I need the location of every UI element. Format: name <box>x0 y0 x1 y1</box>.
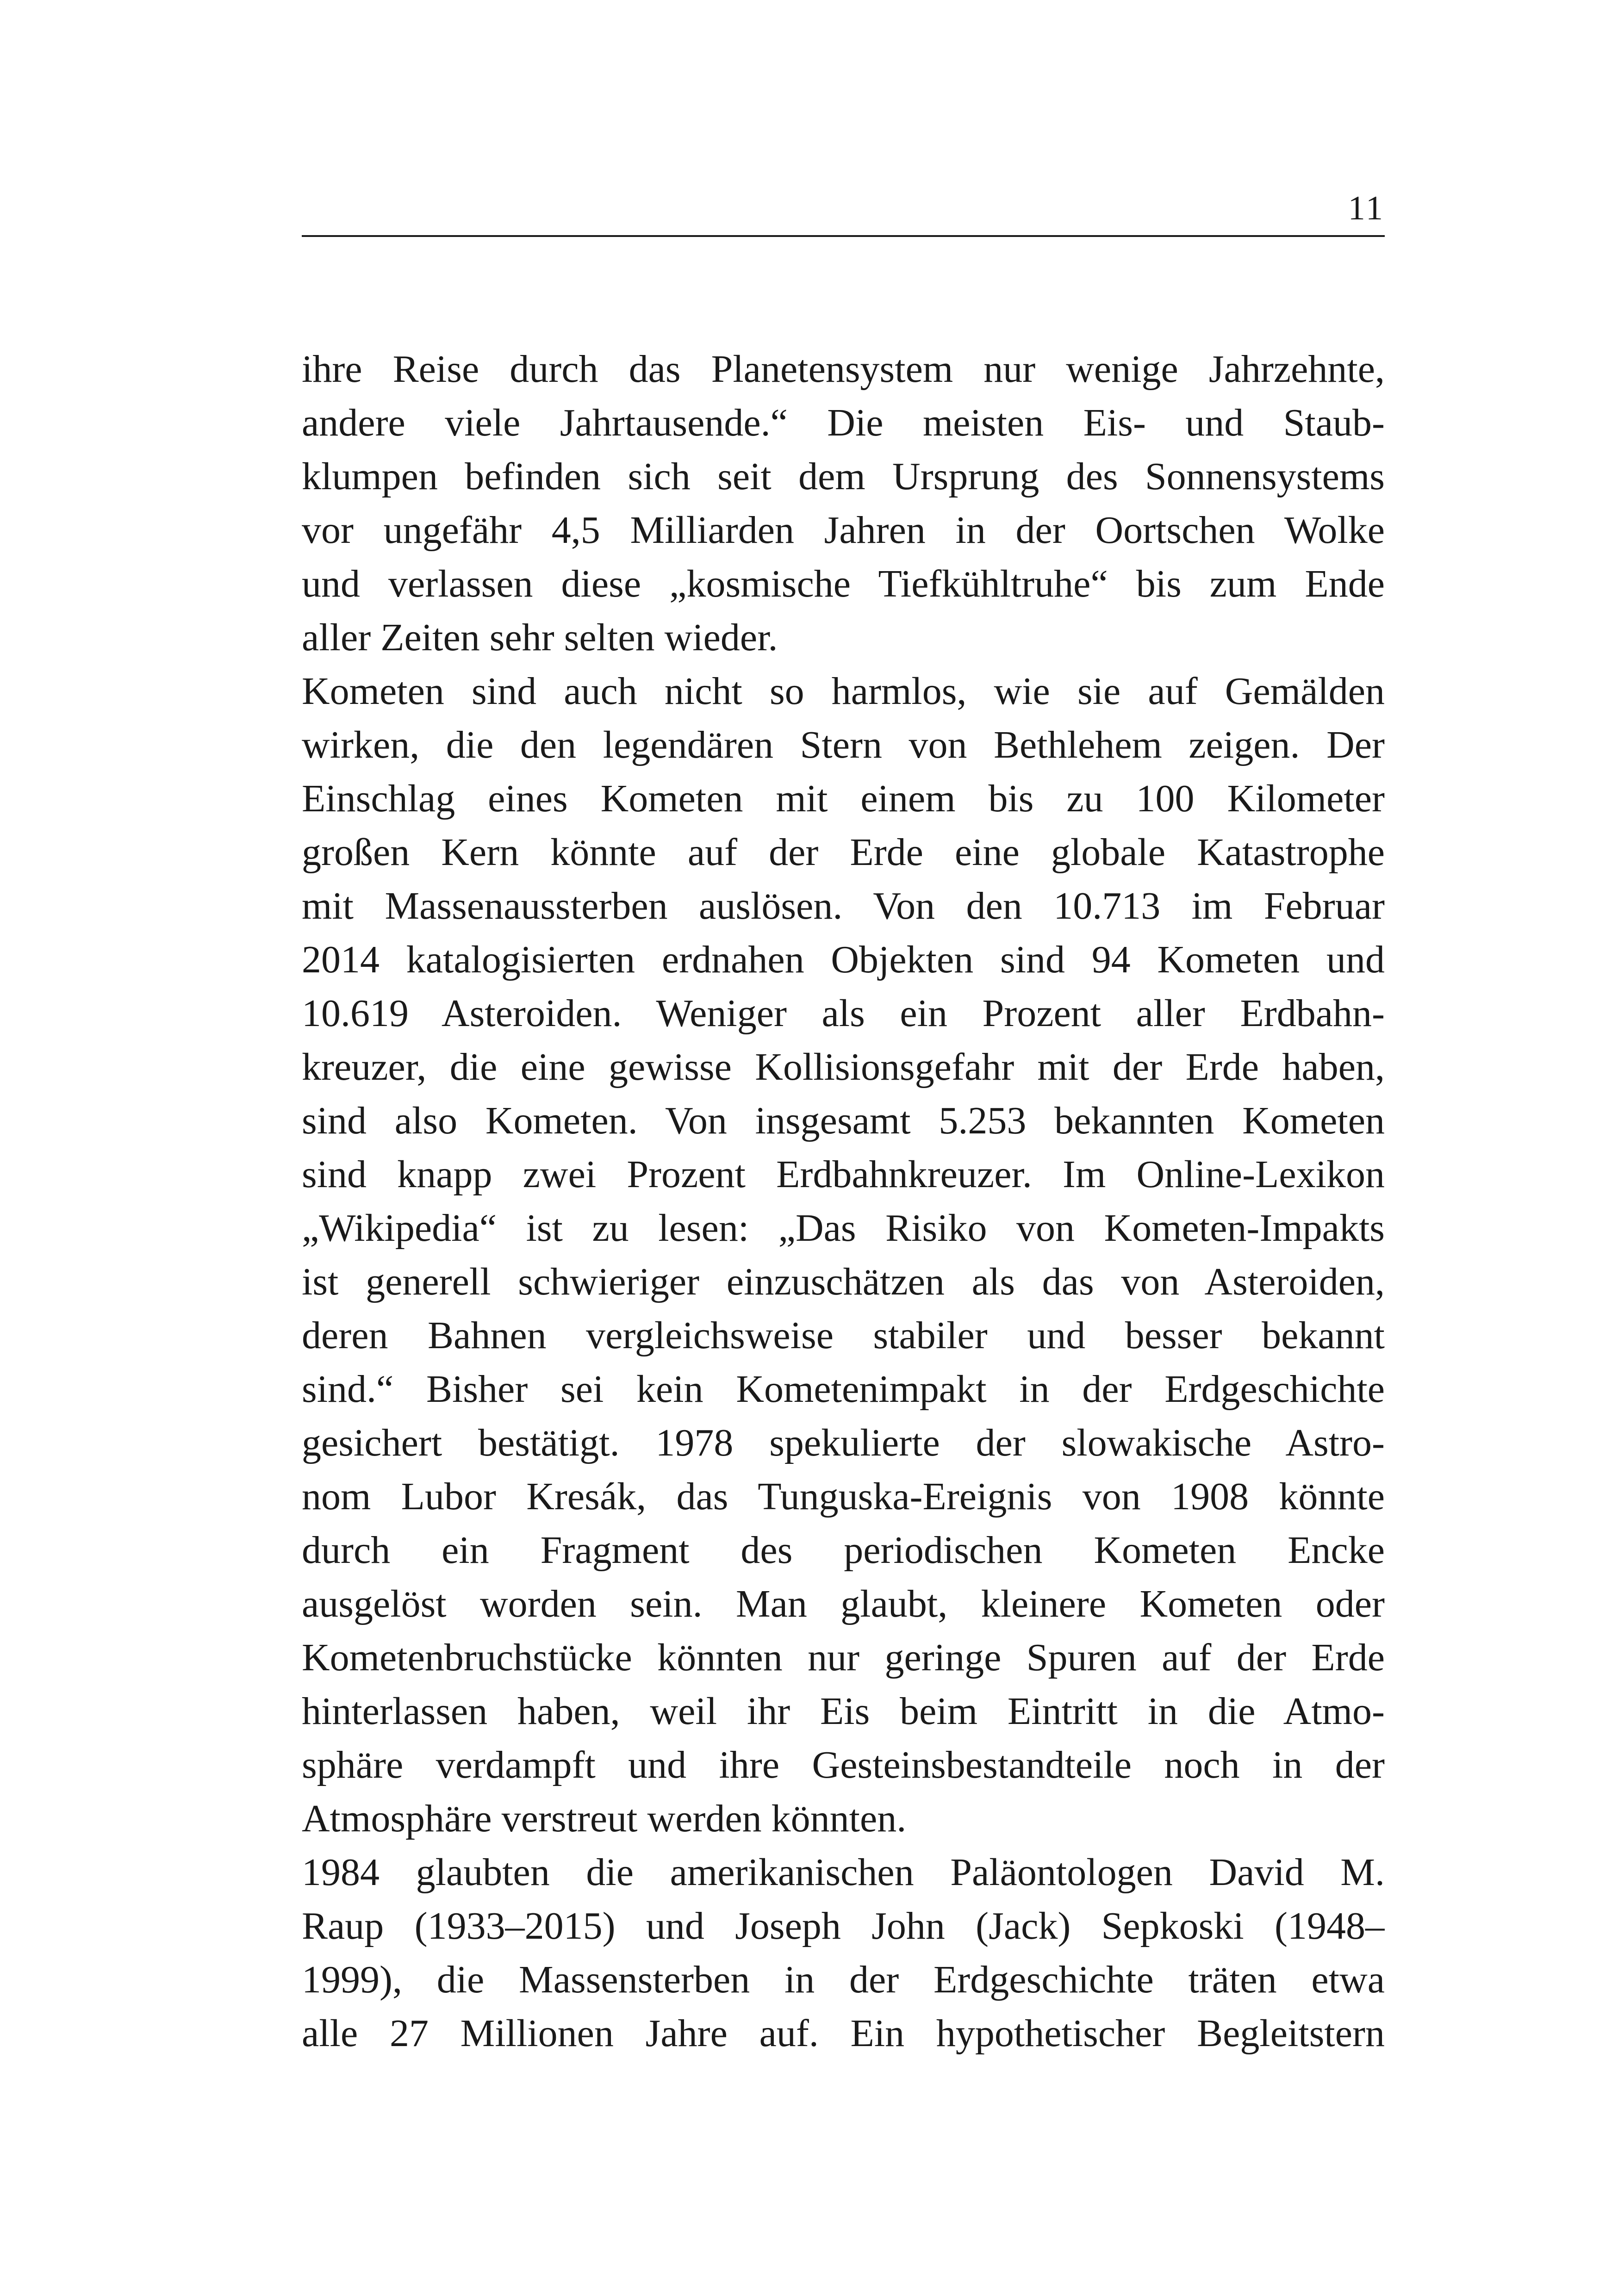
paragraph-last-line: aller Zeiten sehr selten wieder. <box>302 616 778 659</box>
text-line: Kometen sind auch nicht so harmlos, wie sie auf Gemälden <box>302 670 1385 713</box>
text-line: ihre Reise durch das Planetensystem nur wenige Jahrzehnte, <box>302 348 1385 391</box>
text-line: 1999), die Massensterben in der Erdgeschichte träten etwa <box>302 1958 1385 2001</box>
body-text <box>302 342 1385 2060</box>
text-line: deren Bahnen vergleichsweise stabiler und besser bekannt <box>302 1314 1385 1357</box>
text-line: 10.619 Asteroiden. Weniger als ein Prozent aller Erdbahn- <box>302 992 1385 1035</box>
text-line: Raup (1933–2015) und Joseph John (Jack) Sepkoski (1948– <box>302 1904 1385 1948</box>
text-line: Kometenbruchstücke könnten nur geringe Spuren auf der Erde <box>302 1636 1385 1679</box>
text-line: sphäre verdampft und ihre Gesteinsbestandteile noch in der <box>302 1743 1385 1786</box>
text-line: vor ungefähr 4,5 Milliarden Jahren in der Oortschen Wolke <box>302 509 1385 552</box>
text-line: klumpen befinden sich seit dem Ursprung des Sonnensystems <box>302 455 1385 498</box>
text-line: sind also Kometen. Von insgesamt 5.253 bekannten Kometen <box>302 1099 1385 1142</box>
text-line: „Wikipedia“ ist zu lesen: „Das Risiko von Kometen-Impakts <box>302 1207 1385 1250</box>
text-line: 2014 katalogisierten erdnahen Objekten sind 94 Kometen und <box>302 938 1385 981</box>
text-line: 1984 glaubten die amerikanischen Paläontologen David M. <box>302 1851 1385 1894</box>
header-rule <box>302 235 1385 237</box>
text-line: sind knapp zwei Prozent Erdbahnkreuzer. Im Online-Lexikon <box>302 1153 1385 1196</box>
text-line: kreuzer, die eine gewisse Kollisionsgefahr mit der Erde haben, <box>302 1045 1385 1089</box>
text-line: mit Massenaussterben auslösen. Von den 10.713 im Februar <box>302 884 1385 927</box>
text-line: Einschlag eines Kometen mit einem bis zu 100 Kilometer <box>302 777 1385 820</box>
text-line: hinterlassen haben, weil ihr Eis beim Eintritt in die Atmo- <box>302 1690 1385 1733</box>
text-line: sind.“ Bisher sei kein Kometenimpakt in der Erdgeschichte <box>302 1368 1385 1411</box>
text-line: andere viele Jahrtausende.“ Die meisten Eis- und Staub- <box>302 401 1385 444</box>
text-line: nom Lubor Kresák, das Tunguska-Ereignis von 1908 könnte <box>302 1475 1385 1518</box>
page-header <box>302 185 1385 241</box>
text-line: gesichert bestätigt. 1978 spekulierte der slowakische Astro- <box>302 1421 1385 1464</box>
text-line: und verlassen diese „kosmische Tiefkühltruhe“ bis zum Ende <box>302 562 1385 605</box>
page-number: 11 <box>1348 189 1385 227</box>
text-line: ist generell schwieriger einzuschätzen als das von Asteroiden, <box>302 1260 1385 1303</box>
text-line: alle 27 Millionen Jahre auf. Ein hypothetischer Begleitstern <box>302 2012 1385 2055</box>
text-line: durch ein Fragment des periodischen Kometen Encke <box>302 1529 1385 1572</box>
text-line: wirken, die den legendären Stern von Bethlehem zeigen. Der <box>302 723 1385 766</box>
paragraph-last-line: Atmosphäre verstreut werden könnten. <box>302 1797 907 1840</box>
text-line: ausgelöst worden sein. Man glaubt, kleinere Kometen oder <box>302 1582 1385 1625</box>
text-line: großen Kern könnte auf der Erde eine globale Katastrophe <box>302 831 1385 874</box>
